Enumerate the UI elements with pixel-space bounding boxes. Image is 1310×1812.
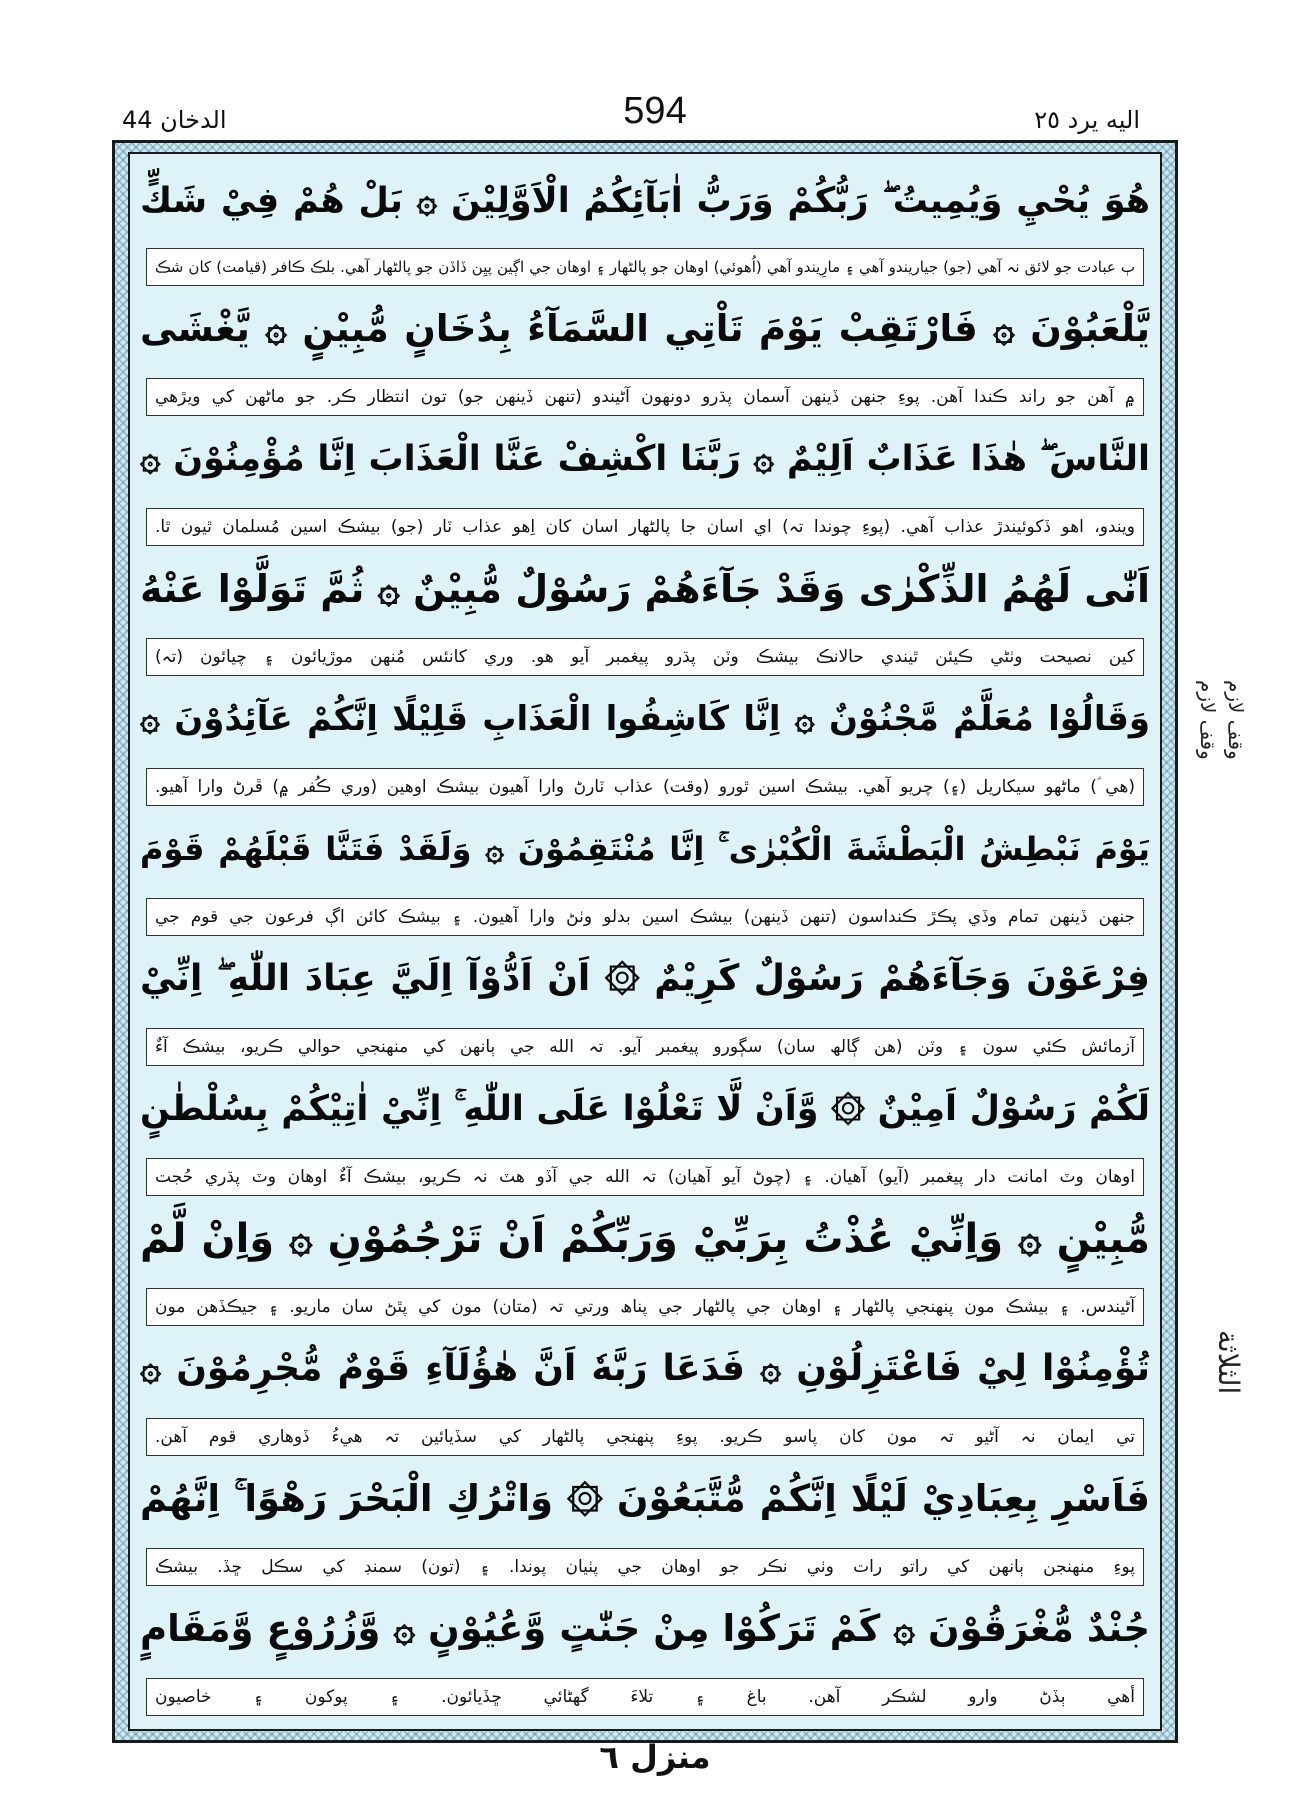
translation-line: تي ايمان نہ آڻيو تہ مون کان پاسو ڪريو. پوءِ پنھنجي پالڻھار کي سڏيائين تہ ھيءُ ڏوھاري قوم آھن.: [146, 1418, 1144, 1456]
arabic-line: تُؤْمِنُوْا لِيْ فَاعْتَزِلُوْنِ ۞ فَدَعَا رَبَّهٗ اَنَّ هٰؤُلَآءِ قَوْمٌ مُّجْرِمُوْنَ ۞: [140, 1348, 1150, 1389]
manzil-footer: منزل ٦: [599, 1738, 711, 1776]
translation-line: أھي ٻڏڻ وارو لشڪر آھن. باغ ۽ تلاءَ گھڻائي ڇڏيائون. ۽ پوکون ۽ خاصيون: [146, 1678, 1144, 1716]
margin-note-waqf-2: وقف لازم: [1224, 680, 1248, 760]
translation-line: (ھي ؑ) ماڻھو سيکاريل (۽) چريو آھي. بيشڪ اسين ٿورو (وقت) عذاب ٽارڻ وارا آھيون بيشڪ اوھين (وري ڪُفر ۾) ڦرڻ وارا آھيو.: [146, 768, 1144, 806]
arabic-line: النَّاسَ ۖ هٰذَا عَذَابٌ اَلِيْمٌ ۞ رَبَّنَا اكْشِفْ عَنَّا الْعَذَابَ اِنَّا مُؤْمِنُوْنَ ۞: [140, 439, 1150, 479]
translation-line: ٻ عبادت جو لائق نہ آھي (جو) جياريندو آھي ۽ مارِيندو آھي (اُھوئي) اوھان جو پالڻھار ۽ اوھان جي اڳين پيِن ڏاڏن جو پالڻھار آھي. بلڪ ڪافر (قيامت) کان شڪ: [146, 248, 1144, 286]
translation-line: جنھن ڏينھن تمام وڏي پڪڙ ڪنداسون (تنھن ڏينھن) بيشڪ اسين بدلو وٺڻ وارا آھيون. ۽ بيشڪ کائن اڳ فرعون جي قوم جي: [146, 898, 1144, 936]
translation-line: آزمائش ڪئي سون ۽ وٽن (ھن ڳالھ سان) سڳورو پيغمبر آيو. تہ الله جي ٻانھن کي منھنجي حوالي ڪريو، بيشڪ آءٌ: [146, 1028, 1144, 1066]
arabic-line: يَوْمَ نَبْطِشُ الْبَطْشَةَ الْكُبْرٰى ۚ اِنَّا مُنْتَقِمُوْنَ ۞ وَلَقَدْ فَتَنَّا قَبْلَهُمْ قَوْمَ: [140, 830, 1150, 868]
page-number: 594: [623, 90, 687, 132]
arabic-line: اَنّٰى لَهُمُ الذِّكْرٰى وَقَدْ جَآءَهُمْ رَسُوْلٌ مُّبِيْنٌ ۞ ثُمَّ تَوَلَّوْا عَنْهُ: [140, 567, 1150, 611]
arabic-line: هُوَ يُحْيِ وَيُمِيتُ ۖ رَبُّكُمْ وَرَبُّ اٰبَآئِكُمُ الْاَوَّلِيْنَ ۞ بَلْ هُمْ فِيْ شَكٍّ: [140, 181, 1150, 221]
translation-line: ۾ آھن جو راند ڪندا آھن. پوءِ جنھن ڏينھن آسمان پڌرو دونھون آڻيندو (تنھن ڏينھن جو) تون انتظار ڪر. جو ماڻھن کي ويڙھي: [146, 378, 1144, 416]
translation-line: کين نصيحت وٺڻي ڪيئن ٿيندي حالانڪ بيشڪ وٽن پڌرو پيغمبر آيو ھو. وري کانئس مُنھن موڙيائون ۽ چيائون (تہ): [146, 638, 1144, 676]
arabic-line: فِرْعَوْنَ وَجَآءَهُمْ رَسُوْلٌ كَرِيْمٌ ۞ اَنْ اَدُّوْآ اِلَيَّ عِبَادَ اللّٰهِ ۖ اِنِّيْ: [140, 958, 1150, 999]
arabic-line: فَاَسْرِ بِعِبَادِيْ لَيْلًا اِنَّكُمْ مُّتَّبَعُوْنَ ۞ وَاتْرُكِ الْبَحْرَ رَهْوًا ۚ اِنَّهُمْ: [140, 1477, 1150, 1520]
translation-line: پوءِ منھنجن ٻانھن کي راتو رات وٺي نڪر جو اوھان جي پٺيان پوندا. ۽ (تون) سمنڊ کي سڪل ڇڏ. بيشڪ: [146, 1548, 1144, 1586]
surah-name: الدخان 44: [122, 106, 227, 134]
arabic-line: جُنْدٌ مُّغْرَقُوْنَ ۞ كَمْ تَرَكُوْا مِنْ جَنّٰتٍ وَّعُيُوْنٍ ۞ وَّزُرُوْعٍ وَّمَقَامٍ: [140, 1607, 1150, 1650]
arabic-line: لَكُمْ رَسُوْلٌ اَمِيْنٌ ۞ وَّاَنْ لَّا تَعْلُوْا عَلَى اللّٰهِ ۚ اِنِّيْ اٰتِيْكُمْ بِسُلْطٰنٍ: [140, 1089, 1150, 1129]
translation-line: ويندو، اھو ڏکوئيندڙ عذاب آھي. (پوءِ چوندا تہ) اي اسان جا پالڻھار اسان کان اِھو عذاب ٽار (جو) بيشڪ اسين مُسلمان ٿيون ٿا.: [146, 508, 1144, 546]
juz-label: اليه يرد ٢٥: [1034, 106, 1140, 134]
translation-line: اوھان وٽ امانت دار پيغمبر (آيو) آھيان. ۽ (چوڻ آيو آھيان) تہ الله جي آڏو ھٽ نہ ڪريو، بيشڪ آءٌ اوھان وٽ پڌري حُجت: [146, 1158, 1144, 1196]
page-header: [0, 88, 1310, 148]
arabic-line: وَقَالُوْا مُعَلَّمٌ مَّجْنُوْنٌ ۞ اِنَّا كَاشِفُوا الْعَذَابِ قَلِيْلًا اِنَّكُمْ عَآئِدُوْنَ ۞: [140, 699, 1150, 739]
arabic-line: مُّبِيْنٍ ۞ وَاِنِّيْ عُذْتُ بِرَبِّيْ وَرَبِّكُمْ اَنْ تَرْجُمُوْنِ ۞ وَاِنْ لَّمْ: [140, 1216, 1150, 1262]
margin-note-waqf: وقف لازم: [1196, 680, 1220, 760]
translation-line: آڻيندس. ۽ بيشڪ مون پنھنجي پالڻھار ۽ اوھان جي پالڻھار جي پناھ ورتي تہ (متان) مون کي پٿڻ سان ماريو. ۽ جيڪڏھن مون: [146, 1288, 1144, 1326]
arabic-line: يَّلْعَبُوْنَ ۞ فَارْتَقِبْ يَوْمَ تَاْتِي السَّمَآءُ بِدُخَانٍ مُّبِيْنٍ ۞ يَّغْشَى: [140, 307, 1150, 350]
margin-note-thalatha: الثلاثة: [1212, 1330, 1245, 1395]
